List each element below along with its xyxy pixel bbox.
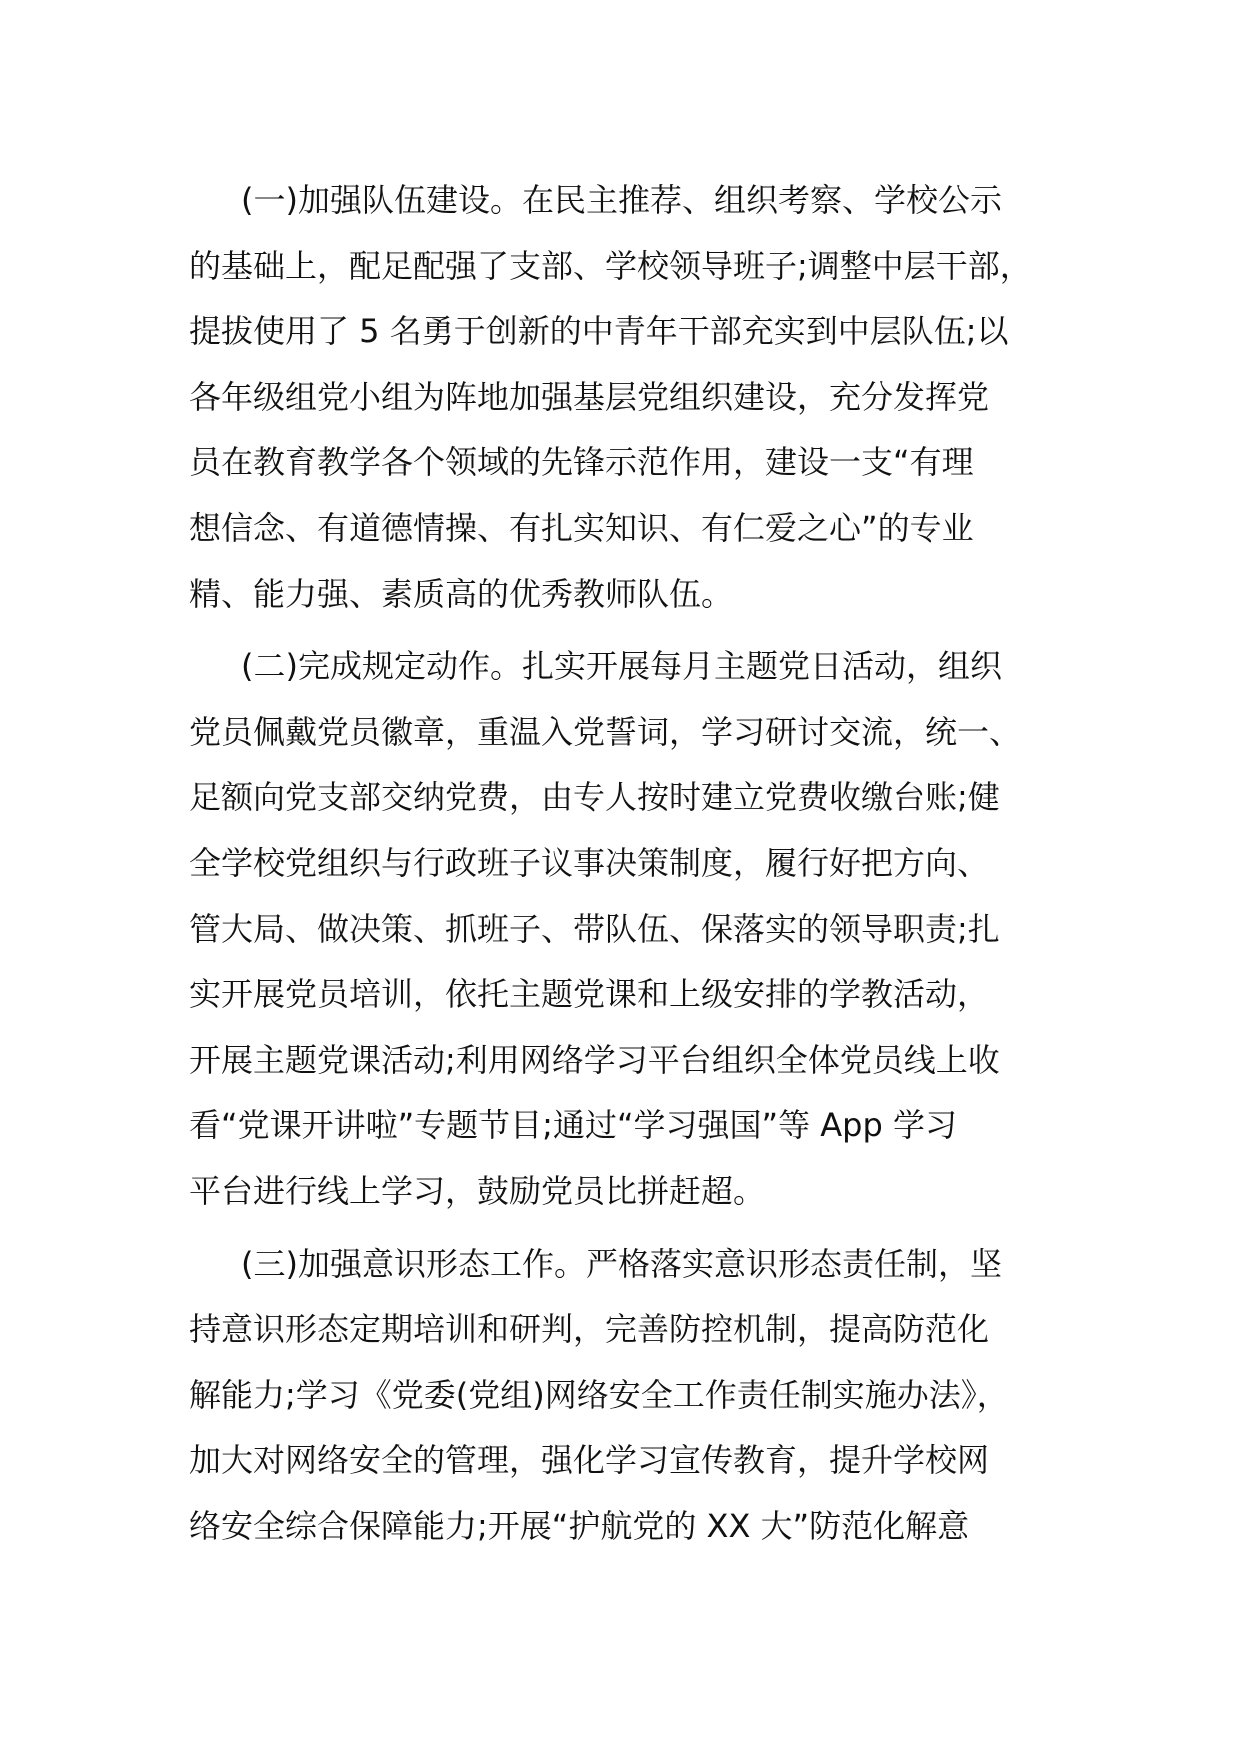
paragraph-line: 员在教育教学各个领域的先锋示范作用，建设一支“有理	[189, 443, 974, 482]
paragraph-line: (三)加强意识形态工作。严格落实意识形态责任制，坚	[241, 1244, 1002, 1283]
paragraph-line: 开展主题党课活动;利用网络学习平台组织全体党员线上收	[189, 1040, 1000, 1079]
paragraph-line: 加大对网络安全的管理，强化学习宣传教育，提升学校网	[189, 1441, 990, 1480]
paragraph-line: 的基础上，配足配强了支部、学校领导班子;调整中层干部，	[189, 246, 1032, 285]
paragraph-line: 党员佩戴党员徽章，重温入党誓词，学习研讨交流，统一、	[189, 712, 1022, 751]
paragraph-ideology-work	[189, 1232, 1069, 1560]
paragraph-line: 提拔使用了 5 名勇于创新的中青年干部充实到中层队伍;以	[189, 312, 1009, 351]
paragraph-line: (二)完成规定动作。扎实开展每月主题党日活动，组织	[241, 647, 1002, 686]
paragraph-line: 精、能力强、素质高的优秀教师队伍。	[189, 574, 734, 613]
paragraph-line: 足额向党支部交纳党费，由专人按时建立党费收缴台账;健	[189, 778, 1000, 817]
document-body	[189, 168, 1069, 1559]
paragraph-line: (一)加强队伍建设。在民主推荐、组织考察、学校公示	[241, 181, 1002, 219]
paragraph-line: 实开展党员培训，依托主题党课和上级安排的学教活动，	[189, 975, 990, 1014]
paragraph-line: 络安全综合保障能力;开展“护航党的 XX 大”防范化解意	[189, 1506, 970, 1545]
paragraph-line: 持意识形态定期培训和研判，完善防控机制，提高防范化	[189, 1310, 990, 1349]
paragraph-line: 全学校党组织与行政班子议事决策制度，履行好把方向、	[189, 843, 990, 882]
paragraph-line: 各年级组党小组为阵地加强基层党组织建设，充分发挥党	[189, 377, 990, 416]
paragraph-line: 管大局、做决策、抓班子、带队伍、保落实的领导职责;扎	[189, 909, 1000, 948]
paragraph-line: 看“党课开讲啦”专题节目;通过“学习强国”等 App 学习	[189, 1106, 957, 1145]
paragraph-required-actions	[189, 634, 1069, 1224]
paragraph-line: 解能力;学习《党委(党组)网络安全工作责任制实施办法》，	[189, 1375, 1009, 1414]
paragraph-line: 想信念、有道德情操、有扎实知识、有仁爱之心”的专业	[189, 508, 974, 547]
paragraph-line: 平台进行线上学习，鼓励党员比拼赶超。	[189, 1171, 766, 1210]
paragraph-team-building	[189, 168, 1069, 627]
